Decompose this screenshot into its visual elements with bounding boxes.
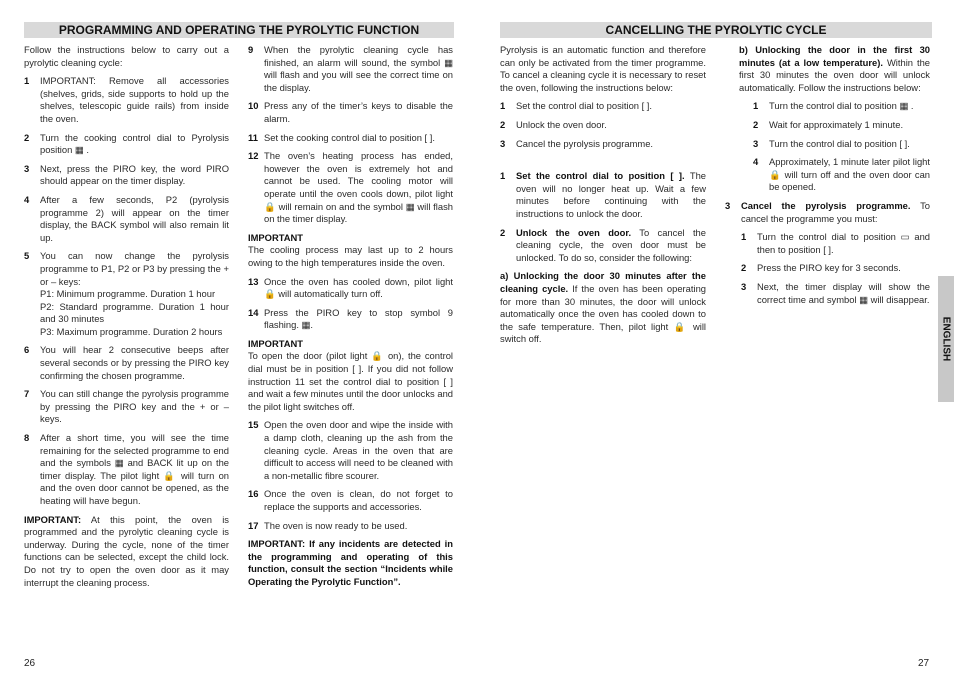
item-number: 1 bbox=[741, 231, 747, 243]
page-number-right: 27 bbox=[918, 658, 930, 669]
important-note: IMPORTANT: At this point, the oven is programmed and the pyrolytic cleaning cycle is underway. During the cycle, none of the timer functions can be selected, except the child lock. Do not try to open the oven door as it may interrupt the cleaning process. bbox=[24, 513, 229, 588]
item-number: 2 bbox=[753, 118, 759, 130]
list-item bbox=[248, 132, 453, 145]
item-number: 11 bbox=[248, 131, 258, 143]
item-number: 14 bbox=[248, 306, 259, 318]
section-header-cancelling: CANCELLING THE PYROLYTIC CYCLE bbox=[500, 22, 932, 38]
list-item bbox=[24, 75, 229, 125]
middle-column bbox=[248, 44, 453, 595]
item-number: 13 bbox=[248, 275, 259, 287]
item-text: Set the control dial to position [ ]. bbox=[516, 100, 653, 112]
item-number: 4 bbox=[753, 156, 759, 168]
list-item bbox=[753, 119, 930, 132]
item-number: 3 bbox=[24, 162, 30, 174]
important-heading-1: IMPORTANT bbox=[248, 231, 304, 243]
left-column bbox=[24, 44, 229, 595]
cancel-intro: Pyrolysis is an automatic function and therefore can only be activated from the timer programme. To cancel a cleaning cycle it is necessary to reset the oven, following the instructions below: bbox=[500, 44, 706, 93]
item-text: Once the oven has cooled down, pilot light 🔒 will automatically turn off. bbox=[264, 275, 453, 300]
item-text: Approximately, 1 minute later pilot light 🔒 will turn off and the oven door can be opened. bbox=[769, 156, 930, 193]
item-text: Turn the cooking control dial to Pyrolysis position ▦ . bbox=[40, 131, 229, 156]
list-item bbox=[248, 520, 453, 533]
list-item bbox=[24, 250, 229, 338]
item-text: Cancel the pyrolysis programme. bbox=[516, 137, 654, 149]
item-number: 1 bbox=[500, 100, 506, 112]
cancel-steps bbox=[500, 100, 706, 150]
list-item bbox=[24, 344, 229, 382]
item-text: After a few seconds, P2 (pyrolysis programme 2) will appear on the timer display, the BACK symbol will also remain lit up. bbox=[40, 193, 229, 243]
item-text: Press any of the timer’s keys to disable the alarm. bbox=[264, 100, 453, 124]
item-text: When the pyrolytic cleaning cycle has finished, an alarm will sound, the symbol ▦ will flash and you will see the correct time on the display. bbox=[264, 44, 453, 93]
list-item bbox=[24, 388, 229, 426]
item-text: Press the PIRO key to stop symbol 9 flashing. ▦. bbox=[264, 306, 453, 331]
important-heading-2: IMPORTANT bbox=[248, 337, 304, 349]
right-page bbox=[477, 0, 954, 677]
list-item bbox=[248, 44, 453, 94]
item-text: Turn the control dial to position ▦ . bbox=[769, 100, 914, 112]
list-item bbox=[248, 276, 453, 301]
item-number: 8 bbox=[24, 432, 30, 444]
intro-text: Follow the instructions below to carry out a pyrolytic cleaning cycle: bbox=[24, 44, 229, 68]
important-text-1: The cooling process may last up to 2 hours owing to the high temperatures inside the oven. bbox=[248, 244, 453, 268]
list-item bbox=[24, 432, 229, 508]
item-number: 2 bbox=[24, 131, 30, 143]
item-number: 16 bbox=[248, 488, 259, 500]
list-item bbox=[753, 138, 930, 151]
item-number: 1 bbox=[753, 100, 759, 112]
list-item bbox=[248, 488, 453, 513]
item-number: 9 bbox=[248, 44, 254, 55]
page-number-left: 26 bbox=[24, 658, 36, 669]
item-number: 2 bbox=[741, 262, 747, 274]
list-item bbox=[248, 307, 453, 332]
right-left-column bbox=[500, 44, 706, 352]
item-text: You can still change the pyrolysis programme by pressing the PIRO key and the + or – keys. bbox=[40, 388, 229, 425]
item-number: 17 bbox=[248, 519, 259, 531]
right-right-column bbox=[725, 44, 930, 312]
list-item bbox=[24, 132, 229, 157]
item-number: 7 bbox=[24, 388, 30, 400]
item-text: You will hear 2 consecutive beeps after several seconds or by pressing the PIRO key confirming the chosen programme. bbox=[40, 344, 229, 381]
item-number: 5 bbox=[24, 250, 30, 262]
list-item bbox=[500, 138, 706, 151]
item-text: The oven is now ready to be used. bbox=[264, 519, 408, 531]
important-incidents: IMPORTANT: If any incidents are detected in the programming and operating of this function, consult the section “Incidents while Operating the Pyrolytic Function”. bbox=[248, 538, 453, 587]
item-number: 10 bbox=[248, 100, 259, 112]
item-number: 3 bbox=[741, 280, 747, 292]
left-items-list bbox=[24, 75, 229, 507]
list-item bbox=[24, 194, 229, 244]
item-number: 12 bbox=[248, 150, 259, 162]
item-text: Unlock the oven door. bbox=[516, 118, 607, 130]
list-item bbox=[500, 100, 706, 113]
item-number: 6 bbox=[24, 344, 30, 356]
list-item bbox=[248, 100, 453, 125]
list-item bbox=[500, 119, 706, 132]
item-text: The oven’s heating process has ended, however the oven is extremely hot and cannot be used. The cooling motor will operate until the oven cools down, pilot light 🔒 will remain on and the symbol ▦ will flash on the timer display. bbox=[264, 150, 453, 225]
list-item bbox=[741, 231, 930, 256]
item-text: Turn the control dial to position [ ]. bbox=[769, 137, 910, 149]
list-item bbox=[248, 150, 453, 226]
item-text: You can now change the pyrolysis programme to P1, P2 or P3 by pressing the + or – keys: P1: Minimum programme. Duration 1 hour P2: Standard programme. Duration 1 hour and 30 minutes P3: Maximum programme. Duration 2 hours bbox=[40, 250, 229, 337]
item-text: Once the oven is clean, do not forget to replace the supports and accessories. bbox=[264, 488, 453, 512]
detail-a: a) Unlocking the door 30 minutes after the cleaning cycle. If the oven has been operating for more than 30 minutes, the door will unlock automatically once the oven has cooled down to the safe temperature. Then, pilot light 🔒 will switch off. bbox=[500, 270, 707, 345]
detail-3-steps bbox=[741, 231, 930, 306]
detail-3: 3 Cancel the pyrolysis programme. To cancel the programme you must: bbox=[725, 199, 930, 224]
item-number: 4 bbox=[24, 193, 30, 205]
list-item bbox=[248, 419, 453, 482]
item-text: After a short time, you will see the time remaining for the selected programme to end and the symbols ▦ and BACK lit up on the timer display. The pilot light 🔒 will turn on and the oven door cannot be opened, as the heating will have begun. bbox=[40, 432, 229, 506]
item-text: Set the cooking control dial to position [ ]. bbox=[264, 131, 435, 143]
item-text: Turn the control dial to position ▭ and then to position [ ]. bbox=[757, 231, 930, 255]
item-text: IMPORTANT: Remove all accessories (shelves, grids, side supports to hold up the shelves, telescopic guide rails) from inside the oven. bbox=[40, 75, 229, 124]
list-item bbox=[741, 281, 930, 306]
item-number: 3 bbox=[500, 137, 506, 149]
detail-b: b) Unlocking the door in the first 30 minutes (at a low temperature). Within the first 30 minutes the oven door will unlock automatically. Follow the instructions below: bbox=[739, 44, 930, 93]
list-item bbox=[753, 100, 930, 113]
item-text: Wait for approximately 1 minute. bbox=[769, 118, 904, 130]
detail-b-steps bbox=[753, 100, 930, 194]
item-number: 1 bbox=[24, 75, 30, 87]
item-number: 2 bbox=[500, 118, 506, 130]
item-text: Next, the timer display will show the correct time and symbol ▦ will disappear. bbox=[757, 280, 930, 305]
detail-2: 2 Unlock the oven door. To cancel the cleaning cycle, the oven door must be unlocked. To do so, consider the following: bbox=[500, 226, 706, 263]
list-item bbox=[24, 163, 229, 188]
item-text: Open the oven door and wipe the inside with a damp cloth, cleaning up the ash from the cleaning cycle. Areas in the oven that are difficult to access will need to be cleaned with a non-metallic fibre scourer. bbox=[264, 419, 453, 481]
detail-1: 1 Set the control dial to position [ ]. The oven will no longer heat up. Wait a few minutes before continuing with the instructions to unlock the door. bbox=[500, 170, 707, 219]
list-item bbox=[741, 262, 930, 275]
middle-items-c bbox=[248, 419, 453, 532]
item-text: Next, press the PIRO key, the word PIRO should appear on the timer display. bbox=[40, 162, 229, 187]
important-text-2: To open the door (pilot light 🔒 on), the control dial must be in position [ ]. If you did not follow instruction 11 set the control dial to position [ ] and wait a few minutes until the door unlocks and the pilot light switches off. bbox=[248, 350, 453, 412]
section-header-programming: PROGRAMMING AND OPERATING THE PYROLYTIC FUNCTION bbox=[24, 22, 454, 38]
middle-items-a bbox=[248, 44, 453, 226]
item-text: Press the PIRO key for 3 seconds. bbox=[757, 262, 901, 274]
item-number: 15 bbox=[248, 419, 259, 431]
item-number: 3 bbox=[753, 137, 759, 149]
language-tab: ENGLISH bbox=[938, 276, 954, 402]
middle-items-b bbox=[248, 276, 453, 332]
list-item bbox=[753, 156, 930, 194]
